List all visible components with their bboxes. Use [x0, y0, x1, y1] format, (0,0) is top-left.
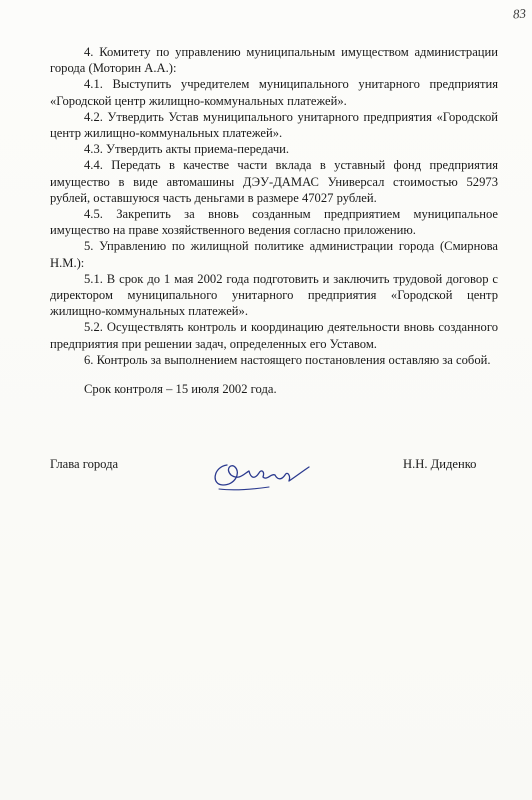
paragraph-5-1: 5.1. В срок до 1 мая 2002 года подготовить и заключить трудовой договор с директором муниципального унитарного предприятия «Городской центр жилищно-коммунальных платежей».	[50, 271, 498, 319]
paragraph-4-4: 4.4. Передать в качестве части вклада в уставный фонд предприятия имущество в виде автомашины ДЭУ-ДАМАС Универсал стоимостью 52973 рублей, оставшуюся часть деньгами в размере 47027 рублей.	[50, 158, 498, 205]
handwritten-signature	[205, 445, 325, 495]
paragraph-5: 5. Управлению по жилищной политике администрации города (Смирнова Н.М.):	[50, 239, 498, 270]
signatory-name: Н.Н. Диденко	[403, 457, 477, 471]
signatory-role: Глава города	[50, 457, 119, 471]
paragraph-4-5: 4.5. Закрепить за вновь созданным предприятием муниципальное имущество на праве хозяйственного ведения согласно приложению.	[50, 207, 498, 238]
paragraph-4-3: 4.3. Утвердить акты приема-передачи.	[84, 142, 290, 157]
paragraph-4: 4. Комитету по управлению муниципальным имуществом администрации города (Моторин А.А.):	[50, 45, 498, 76]
paragraph-4-2: 4.2. Утвердить Устав муниципального унитарного предприятия «Городской центр жилищно-коммунальных платежей».	[50, 109, 498, 141]
paragraph-4-1: 4.1. Выступить учредителем муниципального унитарного предприятия «Городской центр жилищно-коммунальных платежей».	[50, 77, 498, 108]
paragraph-5-2: 5.2. Осуществлять контроль и координацию деятельности вновь созданного предприятия при решении задач, определенных его Уставом.	[50, 320, 498, 351]
paragraph-6: 6. Контроль за выполнением настоящего постановления оставляю за собой.	[84, 352, 491, 367]
control-deadline: Срок контроля – 15 июля 2002 года.	[84, 382, 277, 396]
page-number: 83	[512, 5, 527, 22]
document-body	[50, 44, 498, 368]
